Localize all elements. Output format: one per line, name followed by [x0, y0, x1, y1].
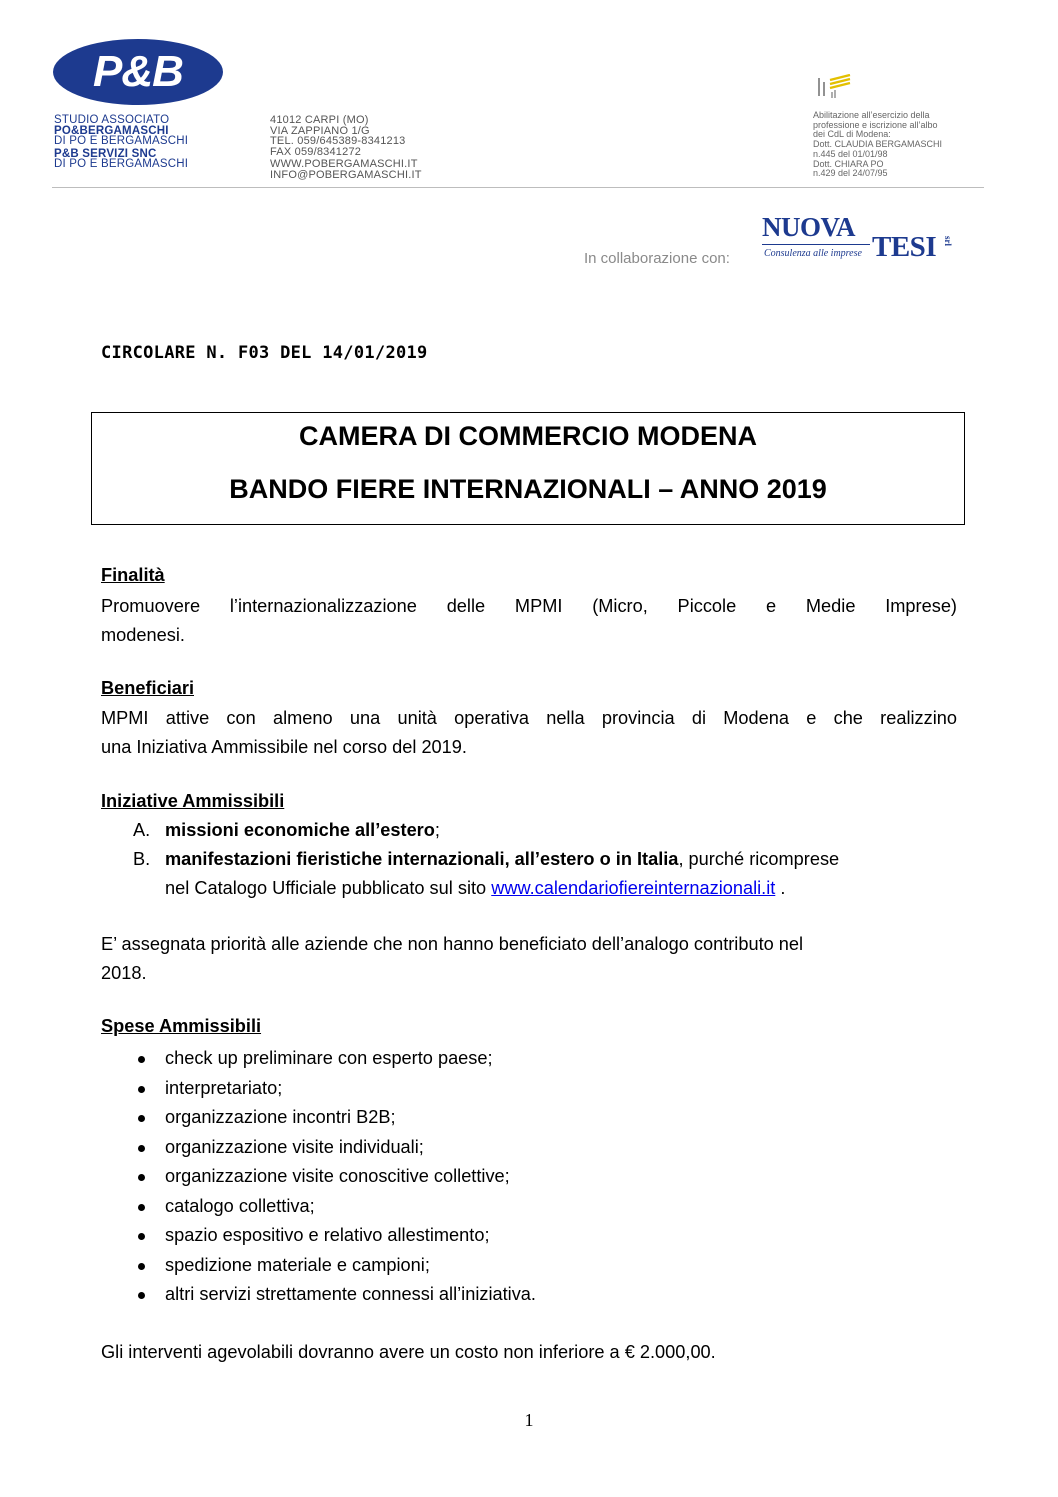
- iniziativa-b-rest: , purché ricomprese: [678, 849, 840, 869]
- finalita-line-1: Promuovere l’internazionalizzazione delle MPMI (Micro, Piccole e Medie Imprese): [101, 596, 957, 616]
- abilitazione-line: n.445 del 01/01/98: [813, 148, 888, 159]
- collaboration-label: In collaborazione con:: [584, 250, 730, 267]
- finalita-line-2: modenesi.: [101, 625, 185, 645]
- studio-line: P&B SERVIZI SNC: [54, 147, 157, 160]
- title-box: [91, 412, 965, 525]
- spesa-item: organizzazione visite individuali;: [165, 1136, 424, 1157]
- spesa-item: organizzazione visite conoscitive collettive;: [165, 1166, 510, 1186]
- bullet-dot-icon: [138, 1233, 145, 1240]
- beneficiari-line-2: una Iniziativa Ammissibile nel corso del 2019.: [101, 737, 467, 757]
- spesa-item: spazio espositivo e relativo allestimento;: [165, 1225, 490, 1245]
- pb-logo: [52, 38, 224, 106]
- bullet-dot-icon: [138, 1056, 145, 1063]
- bullet-dot-icon: [138, 1086, 145, 1093]
- heading-spese: Spese Ammissibili: [101, 1016, 262, 1036]
- address-line: 41012 CARPI (MO): [270, 114, 369, 126]
- abilitazione-line: dei CdL di Modena:: [813, 129, 891, 140]
- heading-finalita: Finalità: [101, 565, 165, 585]
- priorita-line-2: 2018.: [101, 963, 147, 983]
- spesa-item: catalogo collettiva;: [165, 1195, 315, 1216]
- priorita-line-1: E’ assegnata priorità alle aziende che non hanno beneficiato dell’analogo contributo nel: [101, 934, 804, 954]
- spesa-item: altri servizi strettamente connessi all’iniziativa.: [165, 1284, 536, 1304]
- iniziativa-item-a: [133, 816, 440, 846]
- spesa-item: interpretariato;: [165, 1077, 283, 1098]
- abilitazione-line: professione e iscrizione all’albo: [813, 119, 938, 130]
- page-number: 1: [524, 1410, 534, 1430]
- bullet-dot-icon: [138, 1292, 145, 1299]
- iniziativa-b-line2-prefix: nel Catalogo Ufficiale pubblicato sul sito: [165, 878, 492, 898]
- costo-minimo: Gli interventi agevolabili dovranno avere un costo non inferiore a € 2.000,00.: [101, 1342, 716, 1362]
- title-line-1: CAMERA DI COMMERCIO MODENA: [299, 421, 757, 451]
- abilitazione-info: [813, 111, 942, 179]
- heading-iniziative: Iniziative Ammissibili: [101, 791, 285, 811]
- iniziativa-item-b-cont: [165, 874, 785, 904]
- studio-line: DI PO E BERGAMASCHI: [54, 158, 189, 170]
- consulenti-lavoro-logo: [816, 74, 854, 100]
- title-line-2: BANDO FIERE INTERNAZIONALI – ANNO 2019: [229, 474, 827, 504]
- header-divider: [52, 187, 984, 188]
- abilitazione-line: Dott. CHIARA PO: [813, 158, 884, 169]
- bullet-dot-icon: [138, 1174, 145, 1181]
- abilitazione-line: n.429 del 24/07/95: [813, 168, 888, 179]
- nuova-tesi-logo-tagline: Consulenza alle imprese: [764, 248, 862, 259]
- studio-line: DI PO E BERGAMASCHI: [54, 135, 189, 147]
- address-line: TEL. 059/645389-8341213: [270, 135, 406, 147]
- nuova-tesi-logo-word2: TESI: [872, 231, 937, 263]
- studio-line: STUDIO ASSOCIATO: [54, 114, 170, 126]
- address-line: FAX 059/8341272: [270, 145, 362, 158]
- beneficiari-line-1: MPMI attive con almeno una unità operativa nella provincia di Modena e che realizzino: [101, 708, 957, 728]
- bullet-dot-icon: [138, 1204, 145, 1211]
- iniziativa-b-line2-suffix: .: [775, 878, 786, 898]
- spesa-item: organizzazione incontri B2B;: [165, 1107, 396, 1127]
- spesa-item: spedizione materiale e campioni;: [165, 1254, 430, 1275]
- iniziativa-b-bold: manifestazioni fieristiche internazionali, all’estero o in Italia: [165, 849, 679, 869]
- list-marker: B.: [133, 849, 151, 869]
- address-line: INFO@POBERGAMASCHI.IT: [270, 168, 422, 181]
- address-line: VIA ZAPPIANO 1/G: [270, 124, 370, 137]
- bullet-dot-icon: [138, 1263, 145, 1270]
- spesa-item: check up preliminare con esperto paese;: [165, 1048, 493, 1068]
- bullet-dot-icon: [138, 1115, 145, 1122]
- list-marker: A.: [133, 820, 151, 840]
- studio-info: [54, 115, 188, 170]
- address-info: [270, 115, 422, 180]
- iniziativa-a-rest: ;: [434, 820, 440, 840]
- studio-line: PO&BERGAMASCHI: [54, 124, 169, 137]
- circolare-number: CIRCOLARE N. F03 DEL 14/01/2019: [101, 343, 428, 363]
- abilitazione-line: Dott. CLAUDIA BERGAMASCHI: [813, 139, 943, 150]
- nuova-tesi-logo: [762, 212, 958, 268]
- heading-beneficiari: Beneficiari: [101, 678, 194, 698]
- nuova-tesi-logo-word1: NUOVA: [762, 212, 856, 242]
- iniziativa-a-bold: missioni economiche all’estero: [165, 820, 435, 840]
- address-line: WWW.POBERGAMASCHI.IT: [270, 158, 418, 170]
- nuova-tesi-logo-rule: [762, 244, 870, 245]
- nuova-tesi-logo-suffix: srl: [943, 236, 953, 246]
- pb-logo-text: P&B: [93, 47, 183, 96]
- calendario-fiere-link[interactable]: www.calendariofiereinternazionali.it: [491, 878, 776, 898]
- abilitazione-line: Abilitazione all’esercizio della: [813, 110, 930, 120]
- bullet-dot-icon: [138, 1145, 145, 1152]
- iniziativa-item-b: [133, 845, 839, 875]
